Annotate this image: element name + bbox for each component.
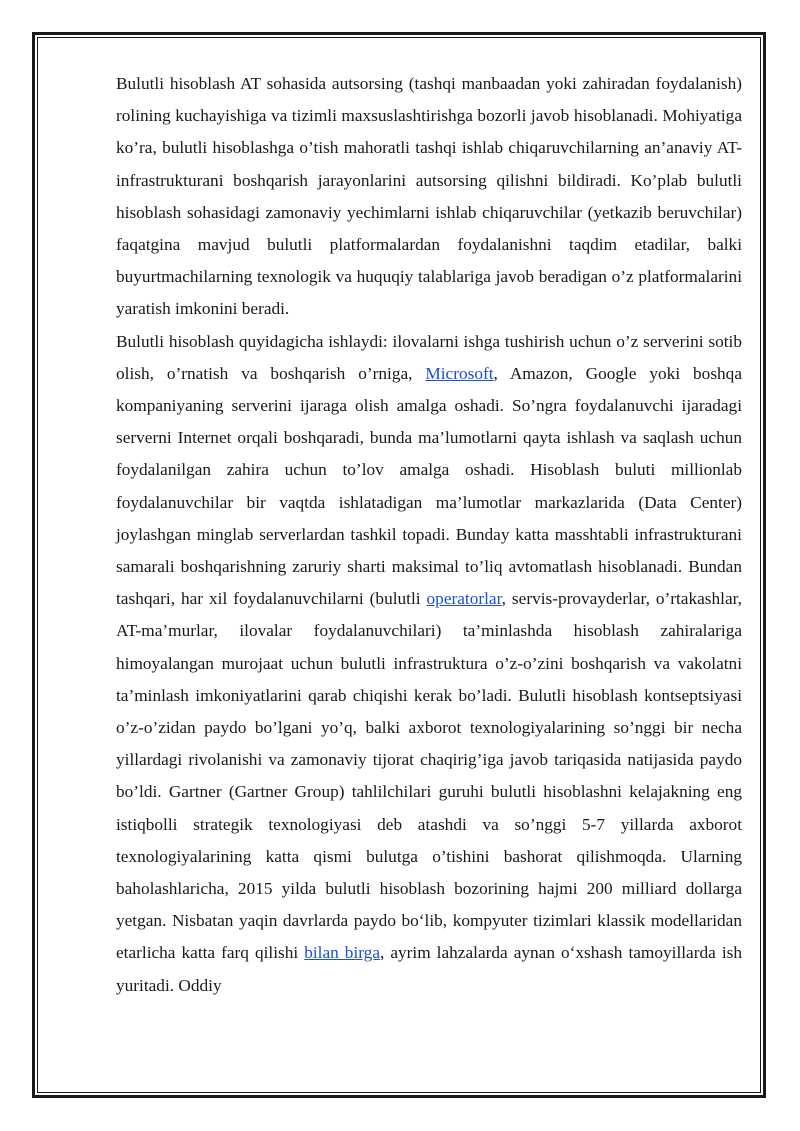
link-operatorlar[interactable]: operatorlar [426,589,502,609]
paragraph-text: , servis-provayderlar, o’rtakashlar, AT-ma’murlar, ilovalar foydalanuvchilari) ta’minlashda hisoblash zahiralariga himoyalangan murojaat uchun bulutli infrastruktura o’z-o’zini boshqarish va vakolatni ta’minlash imkoniyatlarini qarab chiqishi kerak bo’ladi. Bulutli hisoblash kontseptsiyasi o’z-o’zidan paydo bo’lgani yo’q, balki axborot texnologiyalarining so’nggi bir necha yillardagi rivolanishi va zamonaviy tijorat chaqirig’iga javob tariqasida natijasida paydo bo’ldi. Gartner (Gartner Group) tahlilchilari guruhi bulutli hisoblashni kelajakning eng istiqbolli strategik texnologiyasi deb atashdi va so’nggi 5-7 yillarda axborot texnologiyalarining katta qismi bulutga o’tishini bashorat qilishmoqda. Ularning baholashlaricha, 2015 yilda bulutli hisoblash bozorining hajmi 200 milliard dollarga yetgan. Nisbatan yaqin davrlarda paydo bo‘lib, kompyuter tizimlari klassik modellaridan etarlicha katta farq qilishi [116,589,743,963]
paragraph-text: Bulutli hisoblash quyidagicha ishlaydi: ilovalarni ishga tushirish uchun o’z serverini sotib olish, o’rnatish va boshqarish o’rniga, [116,331,742,383]
paragraph-text: , Amazon, Google yoki boshqa kompaniyaning serverini ijaraga olish amalga oshadi. So’ngra foydalanuvchi ijaradagi serverni Internet orqali boshqaradi, bunda ma’lumotlarni qayta ishlash va saqlash uchun foydalanilgan zahira uchun to’lov amalga oshadi. Hisoblash buluti millionlab foydalanuvchilar bir vaqtda ishlatadigan ma’lumotlar markazlarida (Data Center) joylashgan minglab serverlardan tashkil topadi. Bunday katta masshtabli infrastrukturani samarali boshqarishning zaruriy sharti maksimal to’liq avtomatlash hisoblanadi. Bundan tashqari, har xil foydalanuvchilarni (bulutli [116,363,742,609]
link-microsoft[interactable]: Microsoft [425,363,494,383]
paragraph-cloud-outsourcing: Bulutli hisoblash AT sohasida autsorsing (tashqi manbaadan yoki zahiradan foydalanish) rolining kuchayishiga va tizimli maxsuslashtirishga bozorli javob hisoblanadi. Mohiyatiga ko’ra, bulutli hisoblashga o’tish mahoratli tashqi ishlab chiqaruvchilarning an’anaviy AT-infrastrukturani boshqarish jarayonlarini autsorsing qilishni bildiradi. Ko’plab bulutli hisoblash sohasidagi zamonaviy yechimlarni ishlab chiqaruvchilar (yetkazib beruvchilar) faqatgina mavjud bulutli platformalardan foydalanishni taqdim etadilar, balki buyurtmachilarning texnologik va huquqiy talablariga javob beradigan o’z platformalarini yaratish imkonini beradi. [116,74,742,319]
document-body [116,68,742,1002]
link-bilan-birga[interactable]: bilan birga [304,943,380,963]
paragraph-text: , ayrim lahzalarda aynan o‘xshash tamoyillarda ish yuritadi. Oddiy [116,943,742,995]
paragraph-cloud-operation [116,326,742,1002]
